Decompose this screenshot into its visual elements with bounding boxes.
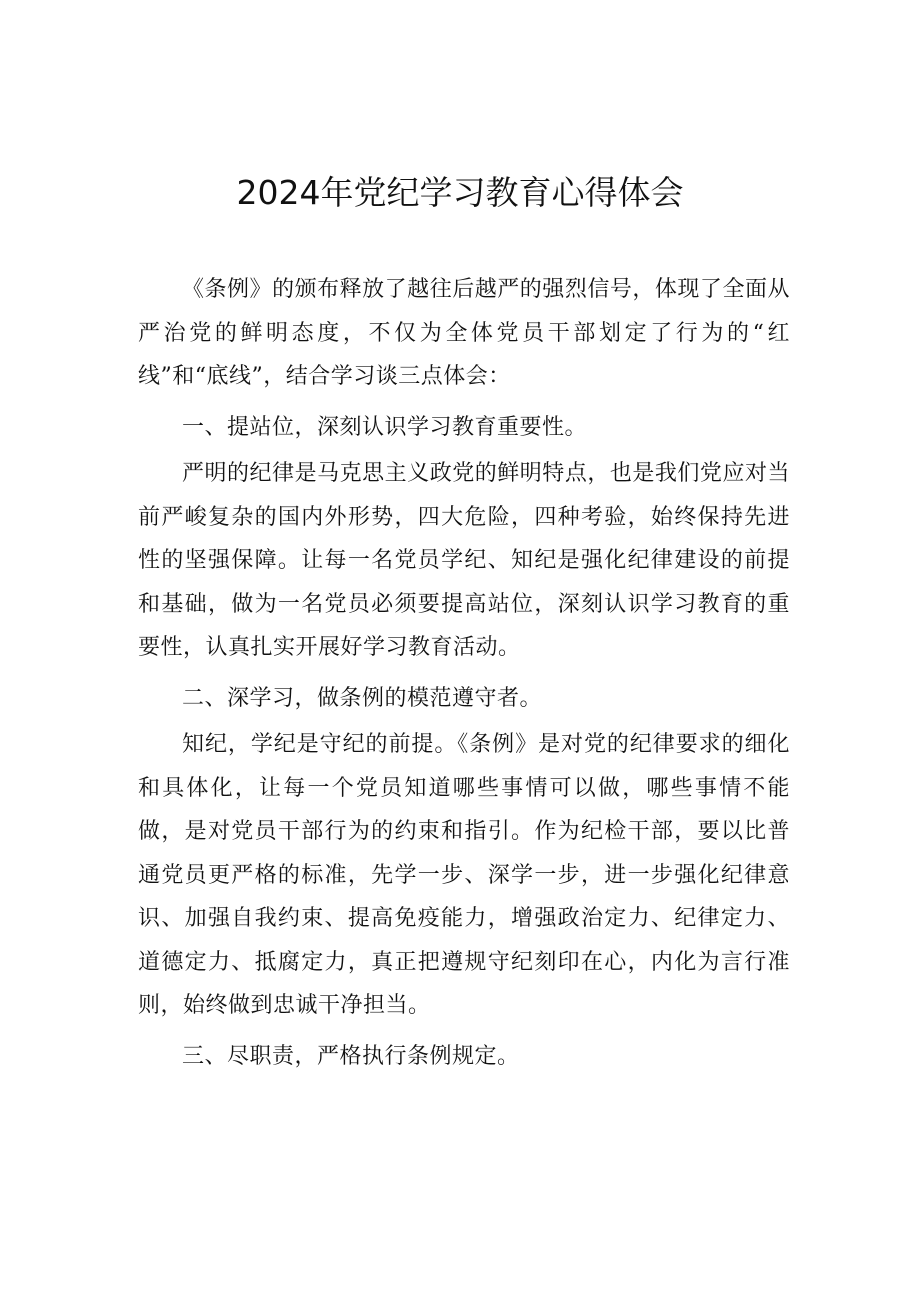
section-heading-3: 三、尽职责，严格执行条例规定。	[182, 1043, 520, 1069]
section-2-paragraph: 知纪，学纪是守纪的前提。《条例》是对党的纪律要求的细化和具体化，让每一个党员知道哪些事情可以做，哪些事情不能做，是对党员干部行为的约束和指引。作为纪检干部，要以比普通党员更严格的标准，先学一步、深学一步，进一步强化纪律意识、加强自我约束、提高免疫能力，增强政治定力、纪律定力、道德定力、抵腐定力，真正把遵规守纪刻印在心，内化为言行准则，始终做到忠诚干净担当。	[138, 732, 790, 1018]
intro-paragraph: 《条例》的颁布释放了越往后越严的强烈信号，体现了全面从严治党的鲜明态度，不仅为全体党员干部划定了行为的“红线”和“底线”，结合学习谈三点体会：	[138, 277, 790, 389]
document-body	[138, 268, 790, 1081]
section-1-paragraph: 严明的纪律是马克思主义政党的鲜明特点，也是我们党应对当前严峻复杂的国内外形势，四大危险，四种考验，始终保持先进性的坚强保障。让每一名党员学纪、知纪是强化纪律建设的前提和基础，做为一名党员必须要提高站位，深刻认识学习教育的重要性，认真扎实开展好学习教育活动。	[138, 461, 790, 660]
document-title: 2024年党纪学习教育心得体会	[236, 173, 684, 212]
section-heading-2: 二、深学习，做条例的模范遵守者。	[182, 685, 543, 711]
section-heading-1: 一、提站位，深刻认识学习教育重要性。	[182, 414, 588, 440]
